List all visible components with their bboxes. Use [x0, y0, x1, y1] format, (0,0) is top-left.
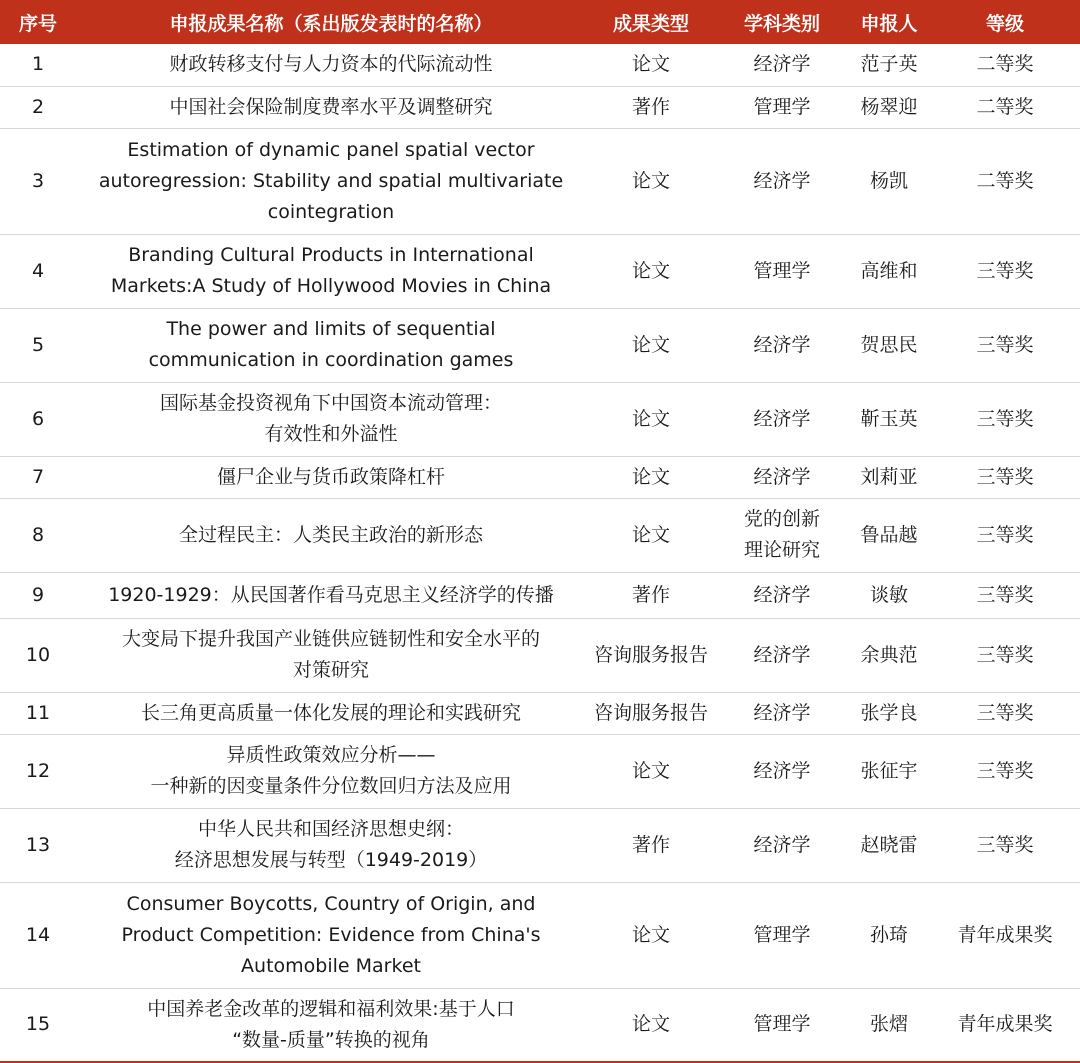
cell-level: 青年成果奖	[930, 988, 1080, 1062]
cell-category-line: 经济学	[753, 333, 811, 356]
cell-category-line: 经济学	[753, 833, 811, 856]
cell-title-line: 中国社会保险制度费率水平及调整研究	[169, 95, 493, 118]
cell-applicant: 孙琦	[848, 882, 930, 988]
cell-title	[76, 382, 586, 456]
header-level: 等级	[930, 0, 1080, 44]
cell-title-line: 对策研究	[292, 659, 369, 681]
cell-no: 12	[0, 734, 76, 808]
cell-title-line: 僵尸企业与货币政策降杠杆	[216, 465, 445, 488]
cell-level: 三等奖	[930, 234, 1080, 308]
cell-title-line: 中华人民共和国经济思想史纲：	[197, 818, 464, 840]
table-row	[0, 988, 1080, 1062]
cell-title	[76, 498, 586, 572]
cell-applicant: 谈敏	[848, 572, 930, 618]
cell-applicant: 贺思民	[848, 308, 930, 382]
cell-title-line: 异质性政策效应分析——	[226, 744, 436, 766]
table-row	[0, 44, 1080, 86]
cell-title-line: 长三角更高质量一体化发展的理论和实践研究	[140, 701, 521, 724]
cell-category	[716, 456, 848, 498]
cell-category-line: 经济学	[753, 759, 811, 782]
cell-level: 三等奖	[930, 808, 1080, 882]
cell-no: 9	[0, 572, 76, 618]
cell-category	[716, 498, 848, 572]
cell-level: 三等奖	[930, 308, 1080, 382]
table-header	[0, 0, 1080, 44]
table-row	[0, 308, 1080, 382]
cell-type: 论文	[586, 988, 716, 1062]
cell-level: 三等奖	[930, 618, 1080, 692]
cell-no: 14	[0, 882, 76, 988]
cell-category	[716, 86, 848, 128]
cell-title-line: autoregression: Stability and spatial multivariate	[98, 169, 564, 192]
cell-title	[76, 988, 586, 1062]
cell-title-line: Automobile Market	[241, 954, 421, 977]
cell-title-line: communication in coordination games	[148, 349, 514, 371]
cell-applicant: 高维和	[848, 234, 930, 308]
cell-type: 论文	[586, 882, 716, 988]
table-row	[0, 234, 1080, 308]
cell-type: 论文	[586, 234, 716, 308]
cell-title-line: 财政转移支付与人力资本的代际流动性	[169, 53, 493, 76]
cell-type: 著作	[586, 808, 716, 882]
cell-no: 1	[0, 44, 76, 86]
header-type: 成果类型	[586, 0, 716, 44]
cell-type: 著作	[586, 86, 716, 128]
cell-category	[716, 808, 848, 882]
cell-category-line: 经济学	[753, 53, 811, 76]
cell-category-line: 经济学	[753, 169, 811, 192]
cell-title-line: 一种新的因变量条件分位数回归方法及应用	[150, 775, 512, 797]
table-row	[0, 882, 1080, 988]
cell-applicant: 张熠	[848, 988, 930, 1062]
cell-title	[76, 308, 586, 382]
table-row	[0, 382, 1080, 456]
table-row	[0, 618, 1080, 692]
cell-title-line: Branding Cultural Products in International	[128, 244, 534, 266]
cell-no: 13	[0, 808, 76, 882]
table-row	[0, 498, 1080, 572]
cell-title	[76, 456, 586, 498]
cell-applicant: 杨凯	[848, 128, 930, 234]
cell-title-line: 全过程民主：人类民主政治的新形态	[178, 523, 483, 546]
cell-category-line: 经济学	[753, 583, 811, 606]
cell-title-line: 大变局下提升我国产业链供应链韧性和安全水平的	[121, 628, 540, 650]
header-row	[0, 0, 1080, 44]
cell-category-line: 经济学	[753, 465, 811, 488]
cell-category	[716, 128, 848, 234]
cell-applicant: 靳玉英	[848, 382, 930, 456]
cell-category	[716, 308, 848, 382]
table-row	[0, 128, 1080, 234]
cell-title	[76, 692, 586, 734]
cell-type: 咨询服务报告	[586, 692, 716, 734]
table-row	[0, 572, 1080, 618]
cell-level: 青年成果奖	[930, 882, 1080, 988]
cell-title	[76, 44, 586, 86]
cell-no: 11	[0, 692, 76, 734]
cell-level: 三等奖	[930, 572, 1080, 618]
cell-category	[716, 234, 848, 308]
table-row	[0, 456, 1080, 498]
cell-title-line: 1920-1929：从民国著作看马克思主义经济学的传播	[108, 583, 554, 606]
cell-type: 著作	[586, 572, 716, 618]
table-row	[0, 86, 1080, 128]
cell-type: 论文	[586, 128, 716, 234]
cell-level: 三等奖	[930, 692, 1080, 734]
cell-category-line: 管理学	[753, 95, 811, 118]
cell-applicant: 刘莉亚	[848, 456, 930, 498]
cell-category	[716, 734, 848, 808]
cell-category	[716, 572, 848, 618]
cell-title-line: Markets:A Study of Hollywood Movies in China	[110, 275, 552, 297]
cell-type: 论文	[586, 498, 716, 572]
cell-level: 二等奖	[930, 128, 1080, 234]
cell-category	[716, 988, 848, 1062]
cell-title-line: 有效性和外溢性	[264, 423, 398, 445]
cell-title-line: Consumer Boycotts, Country of Origin, and	[126, 892, 536, 915]
cell-level: 三等奖	[930, 734, 1080, 808]
cell-no: 7	[0, 456, 76, 498]
cell-category-line: 管理学	[753, 1013, 811, 1036]
cell-applicant: 鲁品越	[848, 498, 930, 572]
table-row	[0, 734, 1080, 808]
cell-no: 3	[0, 128, 76, 234]
cell-category-line: 理论研究	[743, 539, 820, 561]
cell-category	[716, 618, 848, 692]
table-row	[0, 692, 1080, 734]
cell-category-line: 经济学	[753, 701, 811, 724]
cell-title-line: Estimation of dynamic panel spatial vector	[127, 138, 535, 161]
cell-category	[716, 44, 848, 86]
cell-title	[76, 86, 586, 128]
cell-type: 论文	[586, 734, 716, 808]
cell-type: 咨询服务报告	[586, 618, 716, 692]
cell-title	[76, 734, 586, 808]
header-no: 序号	[0, 0, 76, 44]
cell-category	[716, 692, 848, 734]
cell-title	[76, 572, 586, 618]
cell-category	[716, 882, 848, 988]
cell-level: 二等奖	[930, 44, 1080, 86]
cell-title-line: The power and limits of sequential	[166, 318, 496, 340]
cell-applicant: 余典范	[848, 618, 930, 692]
cell-title-line: “数量-质量”转换的视角	[232, 1028, 430, 1051]
cell-category-line: 管理学	[753, 923, 811, 946]
cell-type: 论文	[586, 308, 716, 382]
header-category: 学科类别	[716, 0, 848, 44]
table-row	[0, 808, 1080, 882]
cell-no: 2	[0, 86, 76, 128]
cell-type: 论文	[586, 44, 716, 86]
cell-level: 三等奖	[930, 382, 1080, 456]
cell-no: 15	[0, 988, 76, 1062]
cell-category-line: 管理学	[753, 259, 811, 282]
cell-title	[76, 882, 586, 988]
cell-applicant: 张征宇	[848, 734, 930, 808]
table-body	[0, 44, 1080, 1062]
cell-no: 10	[0, 618, 76, 692]
cell-no: 8	[0, 498, 76, 572]
cell-level: 三等奖	[930, 456, 1080, 498]
cell-title	[76, 618, 586, 692]
cell-title-line: 国际基金投资视角下中国资本流动管理：	[159, 392, 502, 414]
cell-no: 5	[0, 308, 76, 382]
cell-no: 4	[0, 234, 76, 308]
cell-no: 6	[0, 382, 76, 456]
cell-category-line: 经济学	[753, 643, 811, 666]
cell-type: 论文	[586, 456, 716, 498]
cell-applicant: 张学良	[848, 692, 930, 734]
cell-type: 论文	[586, 382, 716, 456]
cell-category-line: 党的创新	[743, 508, 820, 530]
cell-category-line: 经济学	[753, 407, 811, 430]
cell-title-line: cointegration	[267, 200, 395, 223]
cell-level: 三等奖	[930, 498, 1080, 572]
cell-title	[76, 128, 586, 234]
cell-title-line: 经济思想发展与转型（1949-2019）	[174, 849, 488, 871]
cell-applicant: 赵晓雷	[848, 808, 930, 882]
cell-title	[76, 234, 586, 308]
cell-applicant: 杨翠迎	[848, 86, 930, 128]
header-title: 申报成果名称（系出版发表时的名称）	[76, 0, 586, 44]
cell-category	[716, 382, 848, 456]
header-applicant: 申报人	[848, 0, 930, 44]
cell-title	[76, 808, 586, 882]
cell-title-line: Product Competition: Evidence from China's	[121, 923, 541, 946]
cell-applicant: 范子英	[848, 44, 930, 86]
cell-title-line: 中国养老金改革的逻辑和福利效果:基于人口	[147, 997, 515, 1020]
cell-level: 二等奖	[930, 86, 1080, 128]
